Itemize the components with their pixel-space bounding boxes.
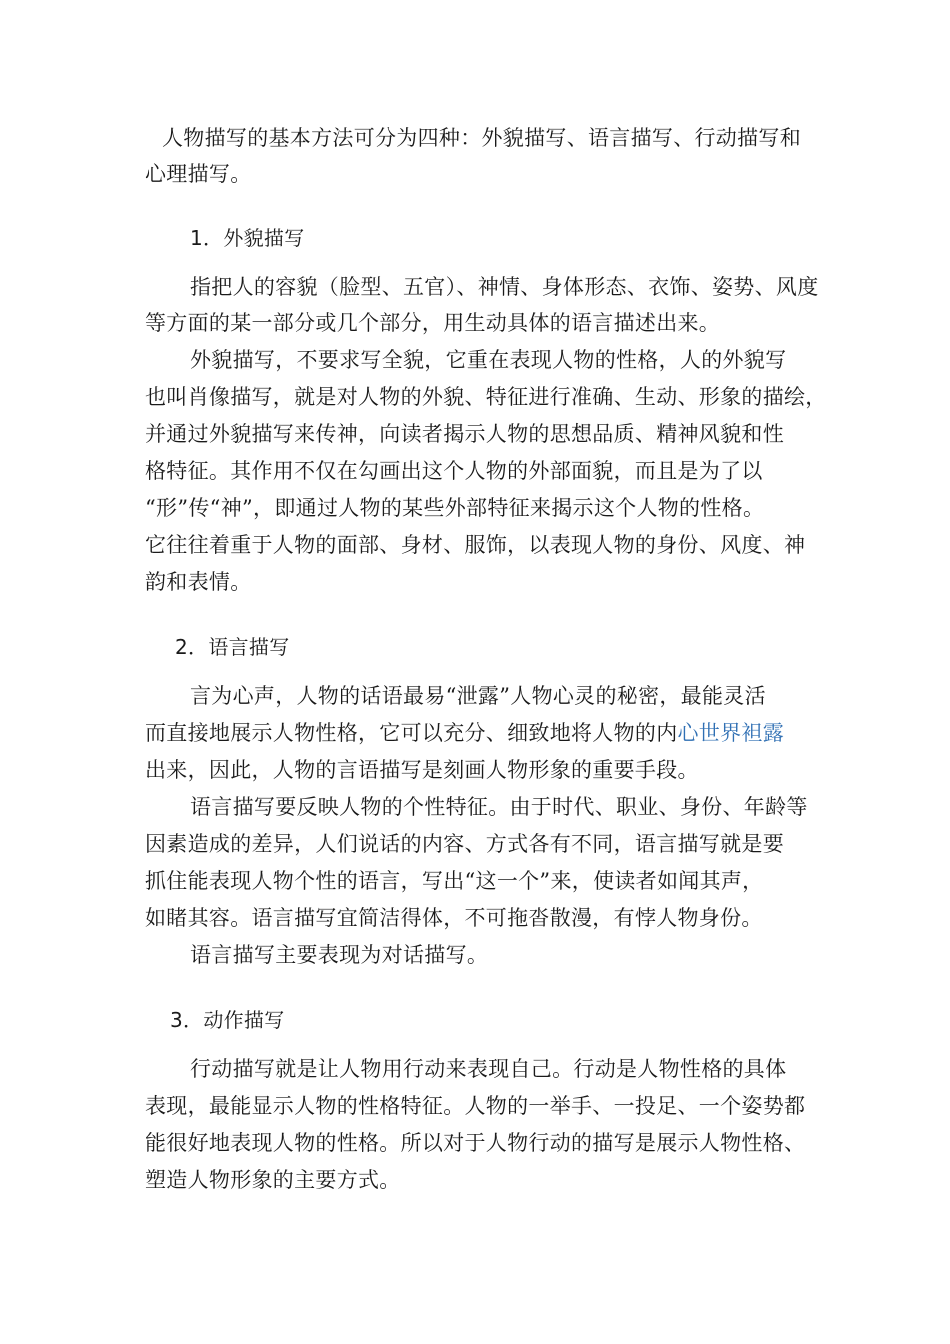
section-heading-language: 2．语言描写 [175, 635, 290, 659]
paragraph-line: 表现，最能显示人物的性格特征。人物的一举手、一投足、一个姿势都 [145, 1094, 806, 1118]
paragraph-line: 它往往着重于人物的面部、身材、服饰，以表现人物的身份、风度、神 [145, 533, 806, 557]
paragraph-line: 因素造成的差异，人们说话的内容、方式各有不同，语言描写就是要 [145, 832, 784, 856]
paragraph-text: 而直接地展示人物性格，它可以充分、细致地将人物的内 [145, 721, 678, 745]
section-heading-action: 3．动作描写 [170, 1008, 285, 1032]
paragraph-line: 语言描写主要表现为对话描写。 [190, 943, 489, 967]
paragraph-line: 抓住能表现人物个性的语言，写出“这一个”来，使读者如闻其声， [145, 869, 764, 893]
paragraph-line: 出来，因此，人物的言语描写是刻画人物形象的重要手段。 [145, 758, 699, 782]
paragraph-line: 外貌描写，不要求写全貌，它重在表现人物的性格，人的外貌写 [190, 348, 787, 372]
inline-link[interactable]: 心世界袒露 [677, 721, 784, 745]
paragraph-line: 指把人的容貌（脸型、五官）、神情、身体形态、衣饰、姿势、风度 [190, 275, 819, 299]
paragraph-line: 也叫肖像描写，就是对人物的外貌、特征进行准确、生动、形象的描绘， [145, 385, 827, 409]
paragraph-line: “形”传“神”，即通过人物的某些外部特征来揭示这个人物的性格。 [145, 496, 765, 520]
paragraph-line: 行动描写就是让人物用行动来表现自己。行动是人物性格的具体 [190, 1057, 787, 1081]
paragraph-line: 能很好地表现人物的性格。所以对于人物行动的描写是展示人物性格、 [145, 1131, 806, 1155]
paragraph-line: 言为心声，人物的话语最易“泄露”人物心灵的秘密，最能灵活 [190, 684, 766, 708]
paragraph-line [145, 719, 784, 747]
paragraph-line: 语言描写要反映人物的个性特征。由于时代、职业、身份、年龄等 [190, 795, 808, 819]
section-heading-appearance: 1．外貌描写 [190, 226, 305, 250]
paragraph-line: 格特征。其作用不仅在勾画出这个人物的外部面貌，而且是为了以 [145, 459, 763, 483]
paragraph-line: 并通过外貌描写来传神，向读者揭示人物的思想品质、精神风貌和性 [145, 422, 784, 446]
paragraph-line: 等方面的某一部分或几个部分，用生动具体的语言描述出来。 [145, 311, 721, 335]
paragraph-line: 韵和表情。 [145, 570, 252, 594]
intro-line-1: 人物描写的基本方法可分为四种：外貌描写、语言描写、行动描写和 [162, 126, 801, 150]
intro-line-2: 心理描写。 [145, 162, 252, 186]
paragraph-line: 如睹其容。语言描写宜简洁得体，不可拖沓散漫，有悖人物身份。 [145, 906, 763, 930]
paragraph-line: 塑造人物形象的主要方式。 [145, 1168, 401, 1192]
